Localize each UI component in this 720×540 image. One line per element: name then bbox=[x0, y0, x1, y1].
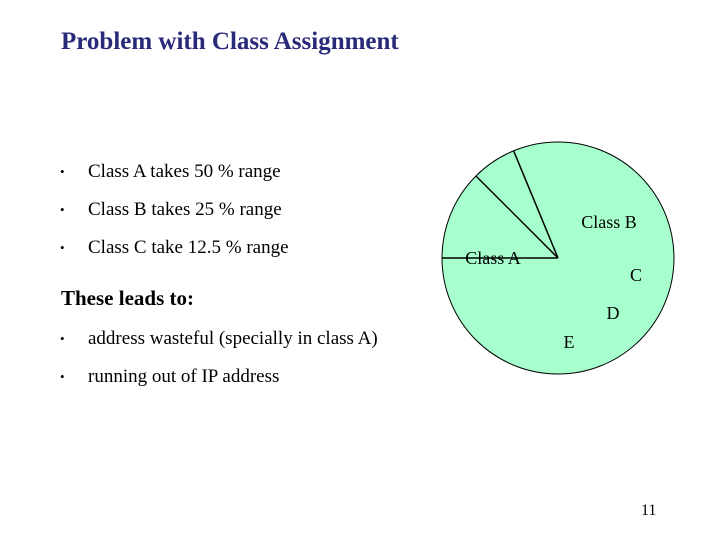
bullet-text: Class A takes 50 % range bbox=[88, 161, 281, 182]
bullet-dot: • bbox=[60, 164, 65, 179]
slide-title: Problem with Class Assignment bbox=[61, 28, 399, 55]
pie-label-class-a: Class A bbox=[465, 248, 521, 268]
pie-label-d: D bbox=[606, 303, 620, 323]
pie-label-e: E bbox=[563, 332, 575, 352]
subheading: These leads to: bbox=[61, 286, 194, 310]
bullet-text: Class B takes 25 % range bbox=[88, 199, 282, 220]
page-number: 11 bbox=[641, 502, 657, 519]
bullet-dot: • bbox=[60, 202, 65, 217]
pie-label-class-b: Class B bbox=[581, 212, 637, 232]
bullet-text: address wasteful (specially in class A) bbox=[88, 328, 378, 349]
pie-label-c: C bbox=[629, 265, 643, 285]
bullet-dot: • bbox=[60, 331, 65, 346]
bullet-dot: • bbox=[60, 369, 65, 384]
pie-group bbox=[442, 142, 674, 374]
bullet-dot: • bbox=[60, 240, 65, 255]
bullet-text: Class C take 12.5 % range bbox=[88, 237, 289, 258]
bullet-text: running out of IP address bbox=[88, 366, 280, 387]
